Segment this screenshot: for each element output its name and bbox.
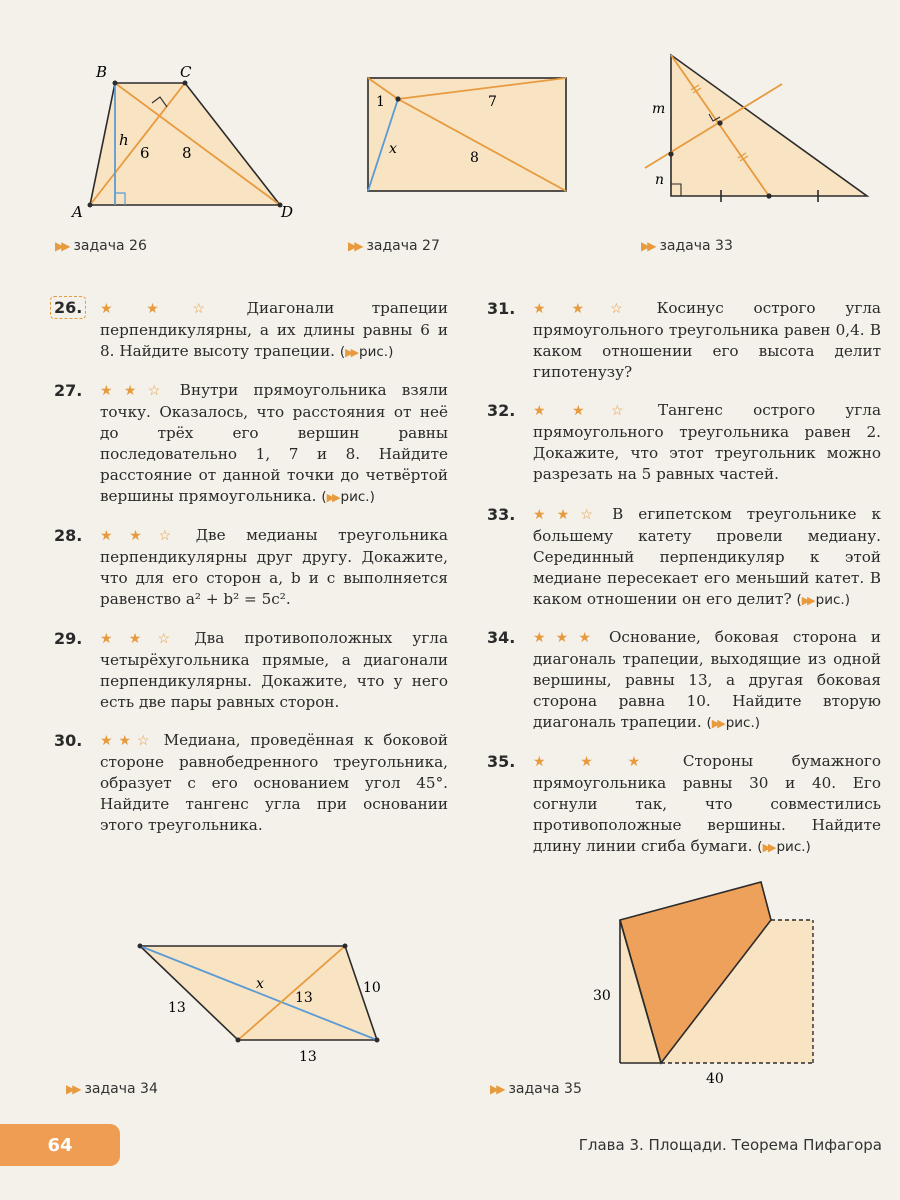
- page-number: 64: [0, 1124, 120, 1166]
- side-length-label: 13: [168, 1000, 186, 1016]
- task-text: Диагонали трапеции перпендикулярны, а их длины равны 6 и 8. Найдите высоту трапеции.: [100, 299, 449, 360]
- task-31: [487, 298, 881, 383]
- task-number: 27.: [54, 381, 83, 400]
- task-27: [54, 380, 448, 508]
- task-34: [487, 627, 882, 734]
- difficulty-stars-icon: ★★☆: [533, 507, 605, 523]
- diagonal-length-label: 6: [140, 144, 150, 162]
- task-text: Стороны бумажного прямоугольника равны 30 и 40. Его согнули так, что совместились противоположные вершины. Найдите длину линии сгиба бумаги.: [533, 752, 881, 855]
- task-28: [54, 525, 448, 610]
- figure-27-rectangle: [360, 70, 580, 200]
- task-32: [487, 400, 881, 485]
- arrow-icon: ▶▶: [801, 594, 813, 607]
- figure-link[interactable]: (▶▶ рис.): [796, 592, 850, 608]
- arrow-icon: ▶▶: [762, 841, 774, 854]
- task-text: Тангенс острого угла прямоугольного треугольника равен 2. Докажите, что этот треугольник можно разрезать на 5 равных частей.: [533, 401, 881, 483]
- task-number: 26.: [50, 296, 86, 319]
- task-number: 33.: [487, 505, 516, 524]
- difficulty-stars-icon: ★★☆: [533, 301, 649, 317]
- figure-35-folded-rectangle: [585, 870, 855, 1090]
- figure-link[interactable]: (▶▶ рис.): [706, 715, 761, 731]
- arrow-icon: ▶▶: [490, 1082, 503, 1096]
- task-number: 32.: [487, 401, 516, 420]
- task-text: Внутри прямоугольника взяли точку. Оказалось, что расстояния от неё до трёх его вершин равны последовательно 1, 7 и 8. Найдите расстояние от данной точки до четвёртой вершины прямоугольника.: [100, 381, 448, 505]
- task-30: [54, 730, 448, 836]
- task-29: [54, 628, 448, 713]
- arrow-icon: ▶▶: [641, 239, 654, 253]
- distance-label: 1: [376, 94, 385, 110]
- difficulty-stars-icon: ★★★: [533, 630, 601, 646]
- arrow-icon: ▶▶: [345, 346, 357, 359]
- figure-27-caption: ▶▶ задача 27: [348, 238, 440, 254]
- task-number: 31.: [487, 299, 516, 318]
- figure-link[interactable]: (▶▶ рис.): [339, 344, 394, 360]
- task-text: В египетском треугольнике к большему катету провели медиану. Серединный перпендикуляр к этой медиане пересекает его меньший катет. В каком отношении он его делит?: [533, 505, 881, 608]
- unknown-x-label: x: [256, 976, 264, 992]
- figure-link[interactable]: (▶▶ рис.): [321, 489, 375, 505]
- difficulty-stars-icon: ★★☆: [100, 301, 239, 317]
- distance-label: 8: [470, 150, 479, 166]
- diagonal-length-label: 8: [182, 144, 192, 162]
- difficulty-stars-icon: ★★☆: [100, 631, 187, 647]
- task-text: Медиана, проведённая к боковой стороне равнобедренного треугольника, образует с его основанием угол 45°. Найдите тангенс угла при основании этого треугольника.: [100, 731, 448, 834]
- difficulty-stars-icon: ★★★: [533, 754, 675, 770]
- task-text: Косинус острого угла прямоугольного треугольника равен 0,4. В каком отношении его высота делит гипотенузу?: [533, 299, 881, 381]
- arrow-icon: ▶▶: [348, 239, 361, 253]
- diagonal-length-label: 13: [295, 990, 313, 1006]
- difficulty-stars-icon: ★★☆: [100, 528, 188, 544]
- task-33: [487, 504, 881, 611]
- difficulty-stars-icon: ★★☆: [100, 383, 172, 399]
- figure-35-caption: ▶▶ задача 35: [490, 1081, 582, 1097]
- segment-n-label: n: [655, 172, 665, 188]
- distance-label: 7: [488, 94, 497, 110]
- vertex-a-label: A: [72, 203, 83, 221]
- figure-33-caption: ▶▶ задача 33: [641, 238, 733, 254]
- difficulty-stars-icon: ★★☆: [533, 403, 650, 419]
- arrow-icon: ▶▶: [66, 1082, 79, 1096]
- task-text: Основание, боковая сторона и диагональ трапеции, выходящие из одной вершины, равны 13, а другая боковая сторона равна 10. Найдите вторую диагональ трапеции.: [533, 628, 882, 731]
- task-text: Две медианы треугольника перпендикулярны друг другу. Докажите, что для его сторон a, b и c выполняется равенство a² + b² = 5c².: [100, 526, 448, 608]
- vertex-d-label: D: [281, 203, 294, 221]
- arrow-icon: ▶▶: [55, 239, 68, 253]
- task-26: [54, 298, 449, 363]
- side-length-label: 40: [706, 1071, 724, 1087]
- figure-33-triangle: [640, 50, 880, 210]
- task-number: 28.: [54, 526, 83, 545]
- task-text: Два противоположных угла четырёхугольника прямые, а диагонали перпендикулярны. Докажите, что у него есть две пары равных сторон.: [100, 629, 448, 711]
- chapter-title: Глава 3. Площади. Теорема Пифагора: [578, 1136, 882, 1154]
- task-number: 30.: [54, 731, 83, 750]
- figure-26-caption: ▶▶ задача 26: [55, 238, 147, 254]
- arrow-icon: ▶▶: [711, 717, 723, 730]
- figure-link[interactable]: (▶▶ рис.): [757, 839, 811, 855]
- task-number: 34.: [487, 628, 516, 647]
- figure-26-trapezoid: [60, 55, 320, 225]
- side-length-label: 30: [593, 988, 611, 1004]
- figure-34-trapezoid: [125, 930, 395, 1070]
- task-number: 35.: [487, 752, 516, 771]
- side-length-label: 10: [363, 980, 381, 996]
- task-number: 29.: [54, 629, 83, 648]
- task-35: [487, 751, 881, 858]
- unknown-x-label: x: [389, 141, 397, 157]
- height-label: h: [119, 131, 129, 149]
- arrow-icon: ▶▶: [326, 491, 338, 504]
- base-length-label: 13: [299, 1049, 317, 1065]
- segment-m-label: m: [652, 101, 666, 117]
- vertex-b-label: B: [96, 63, 108, 81]
- difficulty-stars-icon: ★★☆: [100, 733, 156, 749]
- figure-34-caption: ▶▶ задача 34: [66, 1081, 158, 1097]
- vertex-c-label: C: [180, 63, 192, 81]
